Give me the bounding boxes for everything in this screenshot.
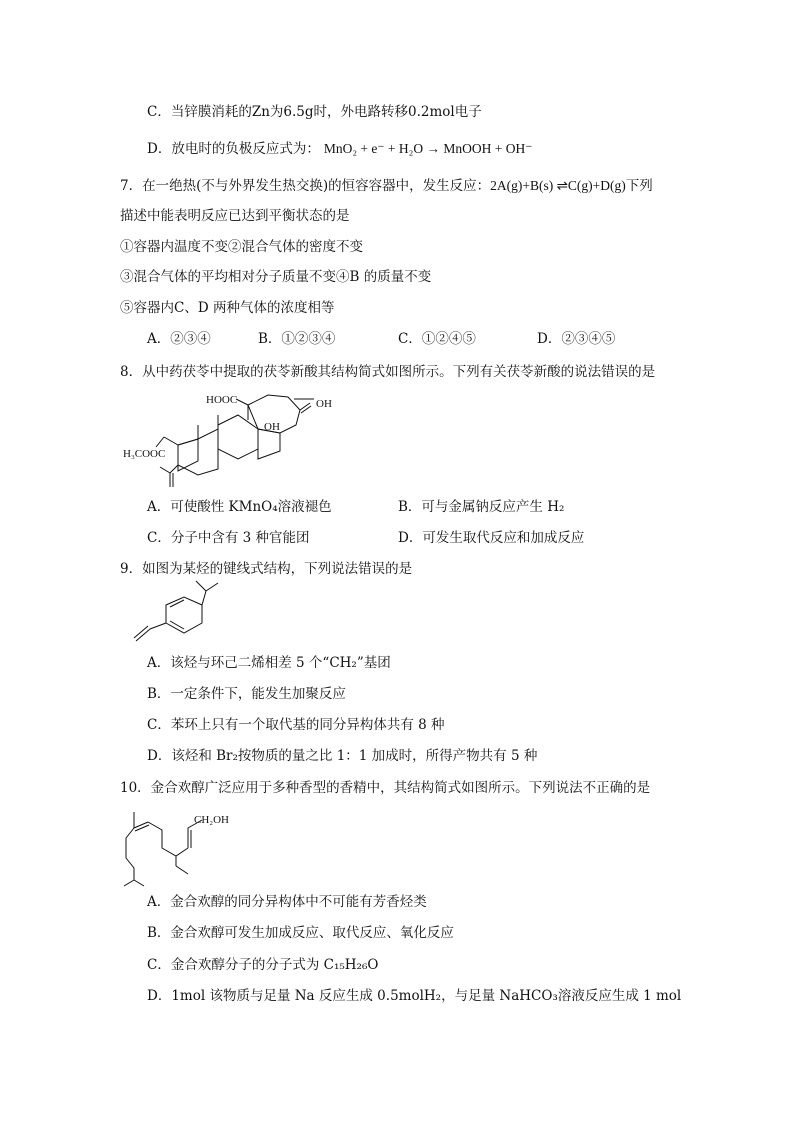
q7-stem-line1 (120, 177, 653, 195)
q10-option-c: C．金合欢醇分子的分子式为 C₁₅H₂₆O (147, 957, 379, 973)
q8-option-b: B．可与金属钠反应产生 H₂ (398, 499, 565, 515)
q9-option-a: A．该烃与环己二烯相差 5 个“CH₂”基团 (147, 655, 391, 671)
q8-label-hooc: HOOC (206, 394, 238, 406)
q7-statement-2: ③混合气体的平均相对分子质量不变④B 的质量不变 (120, 269, 432, 285)
q9-option-d: D．该烃和 Br₂按物质的量之比 1：1 加成时，所得产物共有 5 种 (147, 748, 538, 764)
q7-stem-line2: 描述中能表明反应已达到平衡状态的是 (120, 208, 350, 224)
q8-label-oh-enol: OH (316, 398, 332, 410)
q7-option-b: B．①②③④ (258, 331, 336, 347)
q8-option-a: A．可使酸性 KMnO₄溶液褪色 (147, 499, 332, 515)
q7-stem-text: 7．在一绝热(不与外界发生热交换)的恒容容器中，发生反应： (120, 178, 491, 194)
q8-label-h3cooc: H₃COOC (123, 448, 166, 460)
q7-statement-3: ⑤容器内C、D 两种气体的浓度相等 (120, 300, 335, 316)
q8-stem: 8．从中药茯苓中提取的茯苓新酸其结构简式如图所示。下列有关茯苓新酸的说法错误的是 (120, 364, 656, 380)
q8-option-d: D．可发生取代反应和加成反应 (398, 530, 585, 546)
q10-option-a: A．金合欢醇的同分异构体中不可能有芳香烃类 (147, 894, 427, 910)
q9-option-c: C．苯环上只有一个取代基的同分异构体共有 8 种 (147, 717, 445, 733)
q6-option-d (147, 140, 532, 158)
q9-structure-diagram (118, 585, 228, 645)
q6-option-d-prefix: D．放电时的负极反应式为： (147, 141, 320, 157)
q7-reaction: 2A(g)+B(s) ⇌C(g)+D(g)下列 (490, 178, 653, 193)
q10-label-ch2oh: CH₂OH (194, 814, 230, 826)
q10-option-d: D．1mol 该物质与足量 Na 反应生成 0.5molH₂，与足量 NaHCO₃溶液反应生成 1 mol (147, 988, 682, 1004)
q6-option-c: C．当锌膜消耗的Zn为6.5g时，外电路转移0.2mol电子 (147, 104, 482, 120)
q7-statement-1: ①容器内温度不变②混合气体的密度不变 (120, 239, 363, 255)
q10-structure-diagram (118, 808, 268, 888)
q9-stem: 9．如图为某烃的键线式结构，下列说法错误的是 (120, 561, 413, 577)
q7-option-c: C．①②④⑤ (398, 331, 476, 347)
q6-option-d-equation: MnO₂ + e⁻ + H₂O → MnOOH + OH⁻ (323, 141, 533, 156)
q9-option-b: B．一定条件下，能发生加聚反应 (147, 686, 346, 702)
q8-option-c: C．分子中含有 3 种官能团 (147, 530, 310, 546)
q7-option-d: D．②③④⑤ (537, 331, 616, 347)
q7-option-a: A．②③④ (147, 331, 211, 347)
q10-option-b: B．金合欢醇可发生加成反应、取代反应、氧化反应 (147, 925, 454, 941)
q10-stem: 10．金合欢醇广泛应用于多种香型的香精中，其结构简式如图所示。下列说法不正确的是 (120, 780, 651, 796)
q8-label-oh2: OH (264, 421, 280, 433)
q8-structure-diagram (118, 385, 348, 495)
